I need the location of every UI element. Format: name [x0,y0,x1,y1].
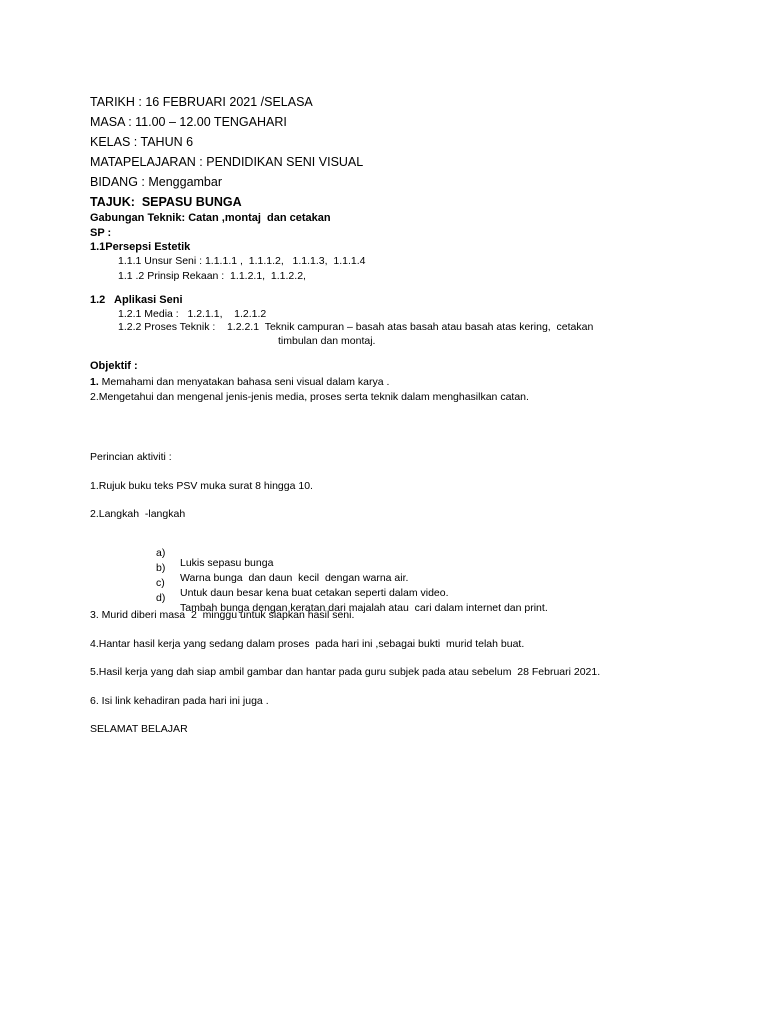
step-6: 6. Isi link kehadiran pada hari ini juga . [90,695,269,707]
objektif-item-2: 2.Mengetahui dan mengenal jenis-jenis media, proses serta teknik dalam menghasilkan catan. [90,391,529,403]
step-2: 2.Langkah -langkah [90,508,186,520]
list-item-text: Untuk daun besar kena buat cetakan seperti dalam video. [180,587,449,599]
media-line: 1.2.1 Media : 1.2.1.1, 1.2.1.2 [118,308,267,320]
prinsip-rekaan-line: 1.1 .2 Prinsip Rekaan : 1.1.2.1, 1.1.2.2, [118,270,306,282]
list-item-label: c) [156,576,165,589]
sp-label: SP : [90,227,112,239]
masa-line: MASA : 11.00 – 12.00 TENGAHARI [90,115,287,129]
step-1: 1.Rujuk buku teks PSV muka surat 8 hingga 10. [90,480,313,492]
aplikasi-seni-heading: 1.2 Aplikasi Seni [90,294,183,306]
objektif-item-1-text: Memahami dan menyatakan bahasa seni visual dalam karya . [98,376,390,388]
list-item-label: a) [156,546,166,559]
persepsi-estetik-heading: 1.1Persepsi Estetik [90,241,191,253]
proses-teknik-continuation: timbulan dan montaj. [278,335,376,347]
step-4: 4.Hantar hasil kerja yang sedang dalam proses pada hari ini ,sebagai bukti murid telah buat. [90,638,525,650]
objektif-item-1-number: 1. [90,376,99,388]
unsur-seni-line: 1.1.1 Unsur Seni : 1.1.1.1 , 1.1.1.2, 1.1.1.3, 1.1.1.4 [118,255,366,267]
tajuk-line: TAJUK: SEPASU BUNGA [90,195,242,209]
list-item-text: Warna bunga dan daun kecil dengan warna air. [180,572,409,584]
list-item-label: d) [156,591,166,604]
matapelajaran-line: MATAPELAJARAN : PENDIDIKAN SENI VISUAL [90,155,364,169]
bidang-line: BIDANG : Menggambar [90,175,222,189]
gabungan-teknik-line: Gabungan Teknik: Catan ,montaj dan cetakan [90,212,331,224]
list-item-text: Lukis sepasu bunga [180,557,274,569]
closing-text: SELAMAT BELAJAR [90,723,188,735]
tarikh-line: TARIKH : 16 FEBRUARI 2021 /SELASA [90,95,313,109]
step-5: 5.Hasil kerja yang dah siap ambil gambar dan hantar pada guru subjek pada atau sebelum 28 Februari 2021. [90,666,601,678]
kelas-line: KELAS : TAHUN 6 [90,135,194,149]
objektif-item-1 [90,377,389,388]
list-item-label: b) [156,561,166,574]
objektif-heading: Objektif : [90,360,138,372]
perincian-heading: Perincian aktiviti : [90,451,172,463]
proses-teknik-line: 1.2.2 Proses Teknik : 1.2.2.1 Teknik campuran – basah atas basah atau basah atas kering, cetakan [118,321,594,333]
list-item-text: Tambah bunga dengan keratan dari majalah atau cari dalam internet dan print. [180,602,548,614]
step-3: 3. Murid diberi masa 2 minggu untuk siapkan hasil seni. [90,609,355,621]
